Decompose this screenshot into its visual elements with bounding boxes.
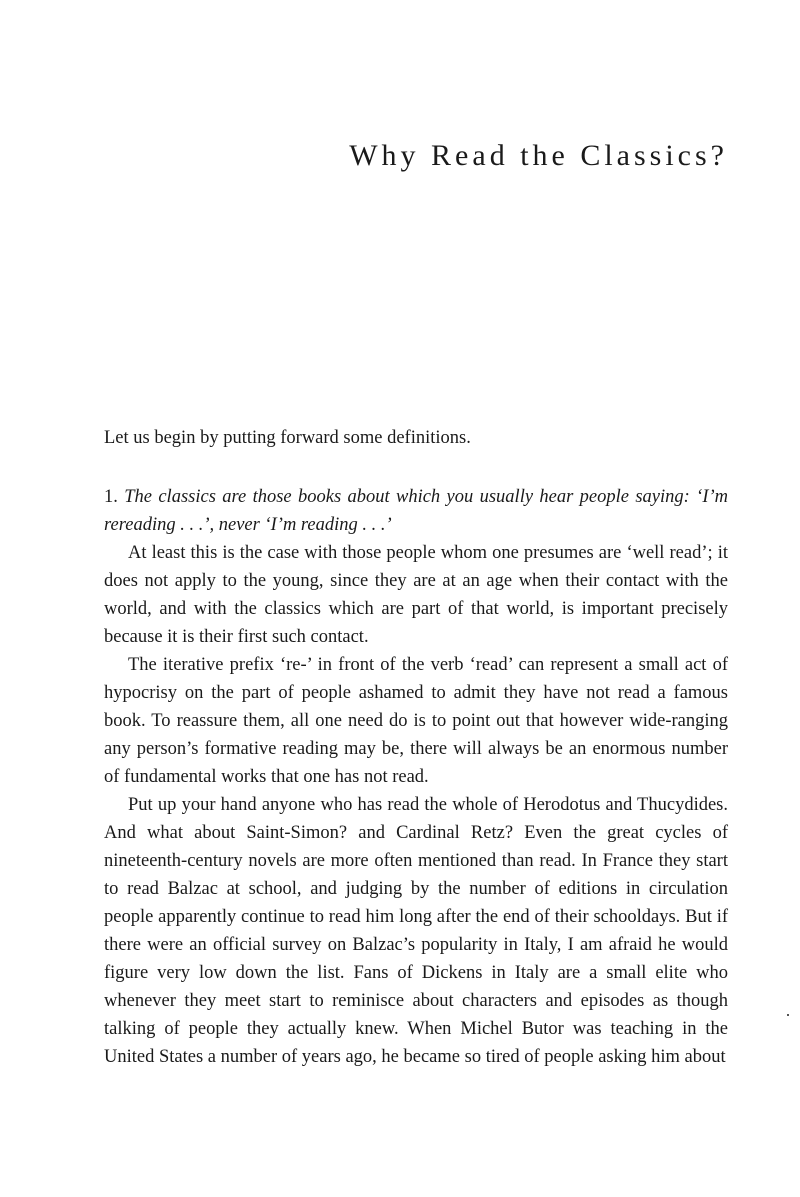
paragraph-3: Put up your hand anyone who has read the whole of Herodotus and Thucydides. And what about Saint-Simon? and Cardinal Retz? Even the great cycles of nineteenth-century novels are more often mentioned than read. In France they start to read Balzac at school, and judging by the number of editions in circulation people apparently continue to read him long after the end of their schooldays. But if there were an official survey on Balzac’s popularity in Italy, I am afraid he would figure very low down the list. Fans of Dickens in Italy are a small elite who whenever they meet start to reminisce about characters and episodes as though talking of people they actually knew. When Michel Butor was teaching in the United States a number of years ago, he became so tired of people asking him about [104, 795, 728, 1067]
chapter-body [104, 483, 728, 1071]
margin-speck [787, 1014, 789, 1016]
paragraph-1: At least this is the case with those people whom one presumes are ‘well read’; it does not apply to the young, since they are at an age when their contact with the world, and with the classics which are part of that world, is important precisely because it is their first such contact. [104, 543, 728, 647]
definition-number: 1. [104, 487, 118, 507]
intro-text: Let us begin by putting forward some definitions. [104, 428, 471, 448]
definition-1 [104, 483, 728, 539]
definition-text: The classics are those books about which you usually hear people saying: ‘I’m rereading . . .’, never ‘I’m reading . . .’ [104, 487, 728, 535]
intro-paragraph [104, 424, 728, 452]
chapter-title: Why Read the Classics? [349, 139, 728, 172]
paragraph-2: The iterative prefix ‘re-’ in front of the verb ‘read’ can represent a small act of hypocrisy on the part of people ashamed to admit they have not read a famous book. To reassure them, all one need do is to point out that however wide-ranging any person’s formative reading may be, there will always be an enormous number of fundamental works that one has not read. [104, 655, 728, 787]
